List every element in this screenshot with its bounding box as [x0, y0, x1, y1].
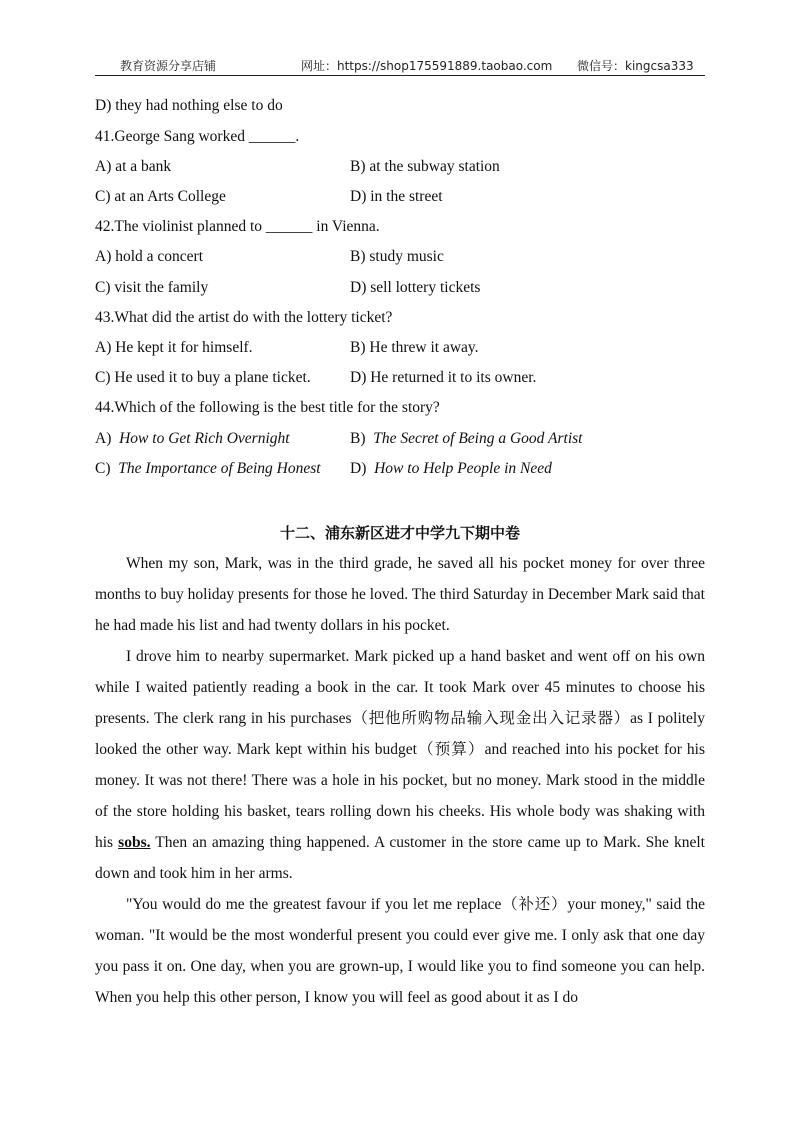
q44-option-b: [350, 429, 582, 449]
q44-stem: 44.Which of the following is the best title for the story?: [95, 399, 440, 416]
q41-option-a: A) at a bank: [95, 158, 172, 175]
q44-option-b-text: The Secret of Being a Good Artist: [373, 430, 583, 447]
q44-option-a-text: How to Get Rich Overnight: [119, 430, 290, 447]
q44-option-c-text: The Importance of Being Honest: [118, 460, 321, 477]
q44-option-a-prefix: A): [95, 430, 112, 447]
q43-option-a: A) He kept it for himself.: [95, 339, 253, 356]
q43-option-b: B) He threw it away.: [350, 339, 479, 356]
q43-option-d: D) He returned it to its owner.: [350, 369, 537, 386]
q44-option-d-text: How to Help People in Need: [374, 460, 552, 477]
header-shop-name: 教育资源分享店铺: [120, 59, 217, 73]
q43-option-c: C) He used it to buy a plane ticket.: [95, 369, 311, 386]
header-wechat: 微信号：kingcsa333: [577, 59, 694, 73]
section-title: 十二、浦东新区进才中学九下期中卷: [279, 524, 520, 542]
q41-option-c: C) at an Arts College: [95, 188, 226, 205]
q41-option-d: D) in the street: [350, 188, 443, 205]
passage-paragraph-1: When my son, Mark, was in the third grade, he saved all his pocket money for over three months to buy holiday presents for those he loved. The third Saturday in December Mark said that he had made his list and had twenty dollars in his pocket.: [95, 555, 705, 634]
header-url: 网址：https://shop175591889.taobao.com: [301, 59, 553, 73]
q42-option-c: C) visit the family: [95, 279, 209, 296]
q41-stem: 41.George Sang worked ______.: [95, 128, 300, 145]
q41-option-b: B) at the subway station: [350, 158, 500, 175]
q44-option-b-prefix: B): [350, 430, 366, 447]
passage-paragraph-3: "You would do me the greatest favour if you let me replace（补还）your money," said the woman. "It would be the most wonderful present you could ever give me. I only ask that one day you pass it on. One day, when you are grown-up, I would like you to find someone you can help. When you help this other person, I know you will feel as good about it as I do: [95, 896, 705, 1006]
q44-option-d: [350, 459, 552, 479]
passage-paragraph-2: [95, 641, 705, 889]
passage-paragraph-2-tail: Then an amazing thing happened. A customer in the store came up to Mark. She knelt down and took him in her arms.: [95, 834, 705, 882]
passage-paragraph-2-text: I drove him to nearby supermarket. Mark picked up a hand basket and went off on his own while I waited patiently reading a book in the car. It took Mark over 45 minutes to choose his presents. The clerk rang in his purchases（把他所购物品输入现金出入记录器）as I politely looked the other way. Mark kept within his budget（预算）and reached into his pocket for his money. It was not there! There was a hole in his pocket, but no money. Mark stood in the middle of the store holding his basket, tears rolling down his cheeks. His whole body was shaking with his: [95, 648, 705, 851]
reading-passage: [95, 548, 705, 1013]
q42-option-a: A) hold a concert: [95, 248, 204, 265]
q44-option-d-prefix: D): [350, 460, 367, 477]
q43-stem: 43.What did the artist do with the lottery ticket?: [95, 309, 393, 326]
q44-option-c-prefix: C): [95, 460, 111, 477]
q44-option-a: [95, 429, 290, 449]
underlined-word-sobs: sobs.: [118, 834, 151, 851]
q40-option-d: D) they had nothing else to do: [95, 97, 283, 114]
page-header: [95, 55, 705, 76]
q42-stem: 42.The violinist planned to ______ in Vienna.: [95, 218, 380, 235]
q44-option-c: [95, 459, 321, 479]
q42-option-d: D) sell lottery tickets: [350, 279, 481, 296]
q42-option-b: B) study music: [350, 248, 444, 265]
